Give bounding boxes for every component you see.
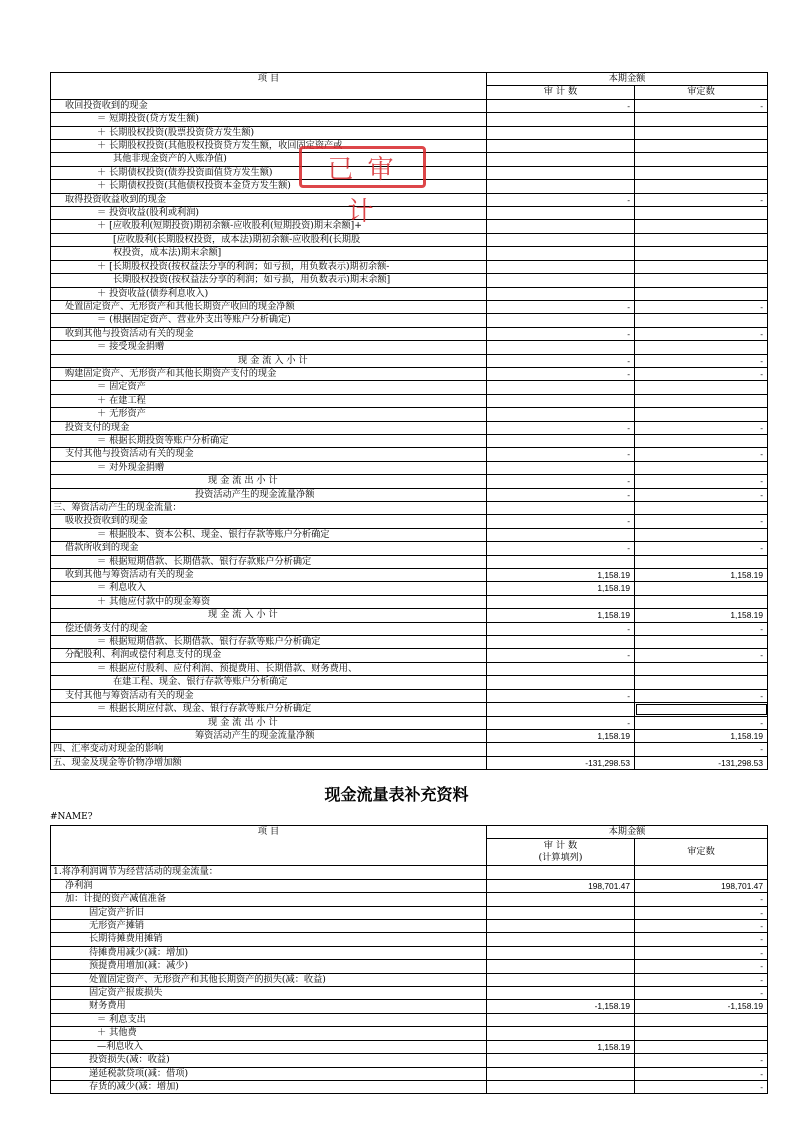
approved-amount-cell: - (635, 987, 768, 1000)
table-row (51, 622, 768, 635)
table-row (51, 394, 768, 407)
table-row (51, 300, 768, 313)
table-row (51, 502, 768, 515)
row-label: 1.将净利润调节为经营活动的现金流量： (51, 866, 487, 879)
table-row (51, 314, 768, 327)
approved-amount-cell (635, 314, 768, 327)
table-row (51, 381, 768, 394)
table-row (51, 595, 768, 608)
audit-amount-cell (487, 987, 635, 1000)
row-label: 四、汇率变动对现金的影响 (51, 743, 487, 756)
row-label: ＝ 投资收益(股利或利润) (51, 207, 487, 220)
approved-amount-cell: - (635, 649, 768, 662)
table-row (51, 676, 768, 689)
audit-amount-cell (487, 260, 635, 273)
audit-amount-cell (487, 140, 635, 153)
row-label: ＝ 对外现金捐赠 (51, 461, 487, 474)
audit-amount-cell (487, 274, 635, 287)
approved-amount-cell: - (635, 946, 768, 959)
table-row (51, 933, 768, 946)
table-row (51, 1027, 768, 1040)
table-row (51, 1040, 768, 1053)
audit-amount-cell (487, 207, 635, 220)
approved-amount-cell (635, 502, 768, 515)
row-label: 无形资产摊销 (51, 920, 487, 933)
audit-amount-cell (487, 220, 635, 233)
table-row (51, 434, 768, 447)
approved-amount-cell: - (635, 488, 768, 501)
row-label: ＝ 固定资产 (51, 381, 487, 394)
row-label: 投资活动产生的现金流量净额 (51, 488, 487, 501)
audit-amount-cell: - (487, 649, 635, 662)
row-label: 借款所收到的现金 (51, 542, 487, 555)
audit-amount-cell (487, 394, 635, 407)
audit-amount-cell: - (487, 716, 635, 729)
row-label: 三、筹资活动产生的现金流量： (51, 502, 487, 515)
table-row (51, 220, 768, 233)
approved-amount-cell: - (635, 448, 768, 461)
approved-amount-cell (635, 207, 768, 220)
approved-amount-cell: - (635, 1054, 768, 1067)
audit-amount-cell (487, 314, 635, 327)
audit-amount-cell: - (487, 689, 635, 702)
row-label: ＝ 利息收入 (51, 582, 487, 595)
approved-amount-cell: 1,158.19 (635, 609, 768, 622)
table-row (51, 662, 768, 675)
approved-amount-cell (635, 662, 768, 675)
row-label: 现 金 流 入 小 计 (51, 354, 487, 367)
table-row (51, 515, 768, 528)
table-row (51, 893, 768, 906)
audit-amount-cell (487, 153, 635, 166)
row-label: ＝ 短期投资(贷方发生额) (51, 113, 487, 126)
approved-amount-cell (635, 274, 768, 287)
approved-amount-cell: 1,158.19 (635, 569, 768, 582)
audit-amount-cell: - (487, 475, 635, 488)
row-label: 偿还债务支付的现金 (51, 622, 487, 635)
approved-amount-header: 审定数 (635, 839, 768, 866)
table-row (51, 703, 768, 716)
audit-amount-cell: -1,158.19 (487, 1000, 635, 1013)
row-label: ＋ 长期股权投资(其他股权投资贷方发生额，收回固定资产或 (51, 140, 487, 153)
audit-amount-cell (487, 1067, 635, 1080)
cash-flow-supplement-table (50, 825, 768, 1094)
approved-amount-cell (635, 1013, 768, 1026)
table-row (51, 247, 768, 260)
approved-amount-cell: - (635, 689, 768, 702)
approved-amount-cell: - (635, 367, 768, 380)
audit-amount-cell: - (487, 327, 635, 340)
row-label: 五、现金及现金等价物净增加额 (51, 756, 487, 769)
approved-amount-cell (635, 1027, 768, 1040)
approved-amount-cell (635, 381, 768, 394)
audit-amount-header (487, 839, 635, 866)
audit-amount-cell (487, 866, 635, 879)
row-label: 现 金 流 出 小 计 (51, 716, 487, 729)
approved-amount-cell: -1,158.19 (635, 1000, 768, 1013)
table-row (51, 287, 768, 300)
row-label: ＝ 根据短期借款、长期借款、银行存款账户分析确定 (51, 555, 487, 568)
approved-amount-cell: - (635, 716, 768, 729)
audit-amount-cell: 1,158.19 (487, 1040, 635, 1053)
table-row (51, 960, 768, 973)
row-label: 其他非现金资产的入账净值) (51, 153, 487, 166)
row-label: ＝ (根据固定资产、营业外支出等账户分析确定) (51, 314, 487, 327)
audit-amount-cell: 1,158.19 (487, 582, 635, 595)
audit-amount-cell: 1,158.19 (487, 729, 635, 742)
approved-amount-cell (635, 636, 768, 649)
table-row (51, 1013, 768, 1026)
audit-amount-cell: - (487, 448, 635, 461)
approved-amount-cell (635, 555, 768, 568)
row-label: 支付其他与投资活动有关的现金 (51, 448, 487, 461)
approved-amount-cell: - (635, 354, 768, 367)
row-label: 现 金 流 入 小 计 (51, 609, 487, 622)
audit-amount-cell (487, 1027, 635, 1040)
row-label: 财务费用 (51, 1000, 487, 1013)
audit-amount-cell (487, 920, 635, 933)
table-row (51, 488, 768, 501)
table-row (51, 987, 768, 1000)
table-row (51, 367, 768, 380)
approved-amount-cell: - (635, 300, 768, 313)
table-row (51, 636, 768, 649)
audit-amount-cell (487, 703, 635, 716)
table-row (51, 448, 768, 461)
supplementary-title: 现金流量表补充资料 (324, 785, 469, 804)
row-label: ＋ 投资收益(债券利息收入) (51, 287, 487, 300)
table-row (51, 1067, 768, 1080)
audit-amount-cell (487, 906, 635, 919)
row-label: [应收股利(长期股权投资，成本法)期初余额-应收股利(长期股 (51, 233, 487, 246)
approved-amount-cell: - (635, 515, 768, 528)
table-row (51, 973, 768, 986)
approved-amount-cell: - (635, 622, 768, 635)
table-row (51, 879, 768, 892)
row-label: 投资支付的现金 (51, 421, 487, 434)
row-label: 处置固定资产、无形资产和其他长期资产收回的现金净额 (51, 300, 487, 313)
table-row (51, 327, 768, 340)
audit-amount-cell (487, 528, 635, 541)
table-row (51, 689, 768, 702)
approved-amount-cell: - (635, 1067, 768, 1080)
audit-amount-cell (487, 341, 635, 354)
table-row (51, 99, 768, 112)
row-label: ＋ 长期债权投资(债券投资面值贷方发生额) (51, 166, 487, 179)
table-row (51, 1080, 768, 1093)
audit-amount-cell (487, 502, 635, 515)
approved-amount-cell: - (635, 973, 768, 986)
approved-amount-cell: - (635, 475, 768, 488)
period-amount-header: 本期金额 (487, 826, 768, 839)
table-row (51, 408, 768, 421)
table-row (51, 274, 768, 287)
row-label: 固定资产报废损失 (51, 987, 487, 1000)
audit-amount-cell: - (487, 354, 635, 367)
audit-amount-cell (487, 893, 635, 906)
row-label: 收回投资收到的现金 (51, 99, 487, 112)
audit-amount-cell (487, 676, 635, 689)
row-label: —利息收入 (51, 1040, 487, 1053)
audit-amount-cell (487, 636, 635, 649)
audit-amount-cell: - (487, 515, 635, 528)
table-row (51, 126, 768, 139)
audit-amount-cell (487, 166, 635, 179)
table-row (51, 609, 768, 622)
audit-amount-cell: 198,701.47 (487, 879, 635, 892)
approved-amount-cell: - (635, 421, 768, 434)
approved-amount-cell (635, 287, 768, 300)
row-label: 存货的减少(减：增加) (51, 1080, 487, 1093)
table-row (51, 354, 768, 367)
approved-amount-cell: - (635, 542, 768, 555)
row-label: 分配股利、利润或偿付利息支付的现金 (51, 649, 487, 662)
row-label: 处置固定资产、无形资产和其他长期资产的损失(减：收益) (51, 973, 487, 986)
audit-amount-cell: - (487, 542, 635, 555)
row-label: ＝ 接受现金捐赠 (51, 341, 487, 354)
row-label: 待摊费用减少(减：增加) (51, 946, 487, 959)
row-label: 筹资活动产生的现金流量净额 (51, 729, 487, 742)
approved-amount-cell: 1,158.19 (635, 729, 768, 742)
approved-amount-cell: - (635, 906, 768, 919)
row-label: ＝ 根据应付股利、应付利润、预提费用、长期借款、财务费用、 (51, 662, 487, 675)
table-row (51, 193, 768, 206)
audit-amount-cell (487, 595, 635, 608)
table-row (51, 716, 768, 729)
row-label: 权投资，成本法)期末余额] (51, 247, 487, 260)
approved-amount-cell (635, 582, 768, 595)
audit-amount-cell: - (487, 488, 635, 501)
approved-amount-cell (635, 528, 768, 541)
period-amount-header: 本期金额 (487, 73, 768, 86)
table-row (51, 729, 768, 742)
table-row (51, 461, 768, 474)
selected-cell[interactable] (635, 703, 768, 716)
audit-amount-cell (487, 662, 635, 675)
audit-amount-cell (487, 960, 635, 973)
table-row (51, 649, 768, 662)
approved-amount-cell (635, 394, 768, 407)
table-row (51, 542, 768, 555)
table-row (51, 569, 768, 582)
approved-amount-cell (635, 866, 768, 879)
audit-amount-cell (487, 933, 635, 946)
audit-amount-cell: 1,158.19 (487, 609, 635, 622)
audit-amount-cell (487, 973, 635, 986)
table-row (51, 555, 768, 568)
table-row (51, 906, 768, 919)
audit-amount-cell: - (487, 193, 635, 206)
approved-amount-cell: - (635, 920, 768, 933)
row-label: ＋ 其他应付款中的现金筹资 (51, 595, 487, 608)
approved-amount-cell (635, 408, 768, 421)
audit-amount-cell (487, 1080, 635, 1093)
row-label: ＋ [应收股利(短期投资)期初余额-应收股利(短期投资)期末余额]+ (51, 220, 487, 233)
row-label: 收到其他与投资活动有关的现金 (51, 327, 487, 340)
approved-amount-cell (635, 126, 768, 139)
approved-amount-cell: - (635, 893, 768, 906)
audit-amount-cell (487, 1054, 635, 1067)
audit-amount-cell: - (487, 622, 635, 635)
row-label: 净利润 (51, 879, 487, 892)
table-row (51, 1000, 768, 1013)
approved-amount-cell (635, 113, 768, 126)
row-label: ＋ 长期债权投资(其他债权投资本金贷方发生额) (51, 180, 487, 193)
approved-amount-cell: - (635, 960, 768, 973)
row-label: 投资损失(减：收益) (51, 1054, 487, 1067)
approved-amount-cell (635, 220, 768, 233)
row-label: 长期待摊费用摊销 (51, 933, 487, 946)
approved-amount-cell: -131,298.53 (635, 756, 768, 769)
row-label: 加：计提的资产减值准备 (51, 893, 487, 906)
row-label: 在建工程、现金、银行存款等账户分析确定 (51, 676, 487, 689)
row-label: 预提费用增加(减：减少) (51, 960, 487, 973)
item-column-header: 项 目 (51, 73, 487, 100)
audit-amount-cell (487, 113, 635, 126)
audited-stamp: 已审计 (299, 146, 426, 188)
row-label: ＋ [长期股权投资(按权益法分享的利润；如亏损，用负数表示)期初余额- (51, 260, 487, 273)
table-row (51, 341, 768, 354)
approved-amount-cell (635, 595, 768, 608)
row-label: 吸收投资收到的现金 (51, 515, 487, 528)
approved-amount-cell: - (635, 743, 768, 756)
audit-amount-cell (487, 555, 635, 568)
approved-amount-cell (635, 1040, 768, 1053)
audit-amount-cell (487, 408, 635, 421)
approved-amount-cell (635, 260, 768, 273)
row-label: ＋ 其他费 (51, 1027, 487, 1040)
approved-amount-cell: - (635, 99, 768, 112)
approved-amount-cell (635, 247, 768, 260)
approved-amount-header: 审定数 (635, 86, 768, 99)
audit-amount-cell (487, 126, 635, 139)
row-label: 固定资产折旧 (51, 906, 487, 919)
row-label: 长期股权投资(按权益法分享的利润；如亏损，用负数表示)期末余额] (51, 274, 487, 287)
row-label: ＋ 在建工程 (51, 394, 487, 407)
header-row (51, 826, 768, 839)
table-row (51, 756, 768, 769)
approved-amount-cell (635, 676, 768, 689)
header-row (51, 73, 768, 86)
audit-amount-cell (487, 247, 635, 260)
table-row (51, 920, 768, 933)
table-row (51, 582, 768, 595)
table-row (51, 866, 768, 879)
table-row (51, 260, 768, 273)
table-row (51, 207, 768, 220)
table-row (51, 1054, 768, 1067)
audit-amount-cell (487, 180, 635, 193)
approved-amount-cell (635, 434, 768, 447)
row-label: 收到其他与筹资活动有关的现金 (51, 569, 487, 582)
row-label: 取得投资收益收到的现金 (51, 193, 487, 206)
audit-amount-cell (487, 381, 635, 394)
row-label: 现 金 流 出 小 计 (51, 475, 487, 488)
audit-amount-cell (487, 946, 635, 959)
row-label: 递延税款贷项(减：借项) (51, 1067, 487, 1080)
approved-amount-cell: - (635, 193, 768, 206)
approved-amount-cell: - (635, 1080, 768, 1093)
row-label: 支付其他与筹资活动有关的现金 (51, 689, 487, 702)
row-label: ＝ 根据长期投资等账户分析确定 (51, 434, 487, 447)
table-row (51, 946, 768, 959)
row-label: ＋ 长期股权投资(股票投资贷方发生额) (51, 126, 487, 139)
row-label: ＝ 根据长期应付款、现金、银行存款等账户分析确定 (51, 703, 487, 716)
approved-amount-cell (635, 166, 768, 179)
item-column-header: 项 目 (51, 826, 487, 866)
audit-amount-cell: - (487, 421, 635, 434)
audit-amount-cell (487, 233, 635, 246)
audit-amount-cell (487, 287, 635, 300)
audit-amount-cell: 1,158.19 (487, 569, 635, 582)
audit-amount-cell (487, 743, 635, 756)
row-label: ＋ 无形资产 (51, 408, 487, 421)
row-label: 购建固定资产、无形资产和其他长期资产支付的现金 (51, 367, 487, 380)
audit-amount-cell: -131,298.53 (487, 756, 635, 769)
approved-amount-cell: - (635, 933, 768, 946)
audit-amount-cell: - (487, 367, 635, 380)
approved-amount-cell (635, 233, 768, 246)
approved-amount-cell (635, 153, 768, 166)
audit-amount-cell: - (487, 99, 635, 112)
approved-amount-cell (635, 461, 768, 474)
audit-amount-cell (487, 1013, 635, 1026)
row-label: ＝ 利息支出 (51, 1013, 487, 1026)
approved-amount-cell: 198,701.47 (635, 879, 768, 892)
table-row (51, 233, 768, 246)
table-row (51, 113, 768, 126)
audit-amount-cell (487, 434, 635, 447)
approved-amount-cell: - (635, 327, 768, 340)
table-row (51, 743, 768, 756)
approved-amount-cell (635, 140, 768, 153)
audit-amount-header: 审 计 数 (487, 86, 635, 99)
audit-amount-cell: - (487, 300, 635, 313)
table-row (51, 475, 768, 488)
approved-amount-cell (635, 180, 768, 193)
row-label: ＝ 根据短期借款、长期借款、银行存款等账户分析确定 (51, 636, 487, 649)
table-row (51, 421, 768, 434)
audit-header-line1: 审 计 数 (543, 840, 578, 852)
table-row (51, 528, 768, 541)
approved-amount-cell (635, 341, 768, 354)
audit-amount-cell (487, 461, 635, 474)
audit-header-line2: (计算填列) (538, 852, 583, 864)
name-error-cell: #NAME? (50, 812, 93, 822)
row-label: ＝ 根据股本、资本公积、现金、银行存款等账户分析确定 (51, 528, 487, 541)
